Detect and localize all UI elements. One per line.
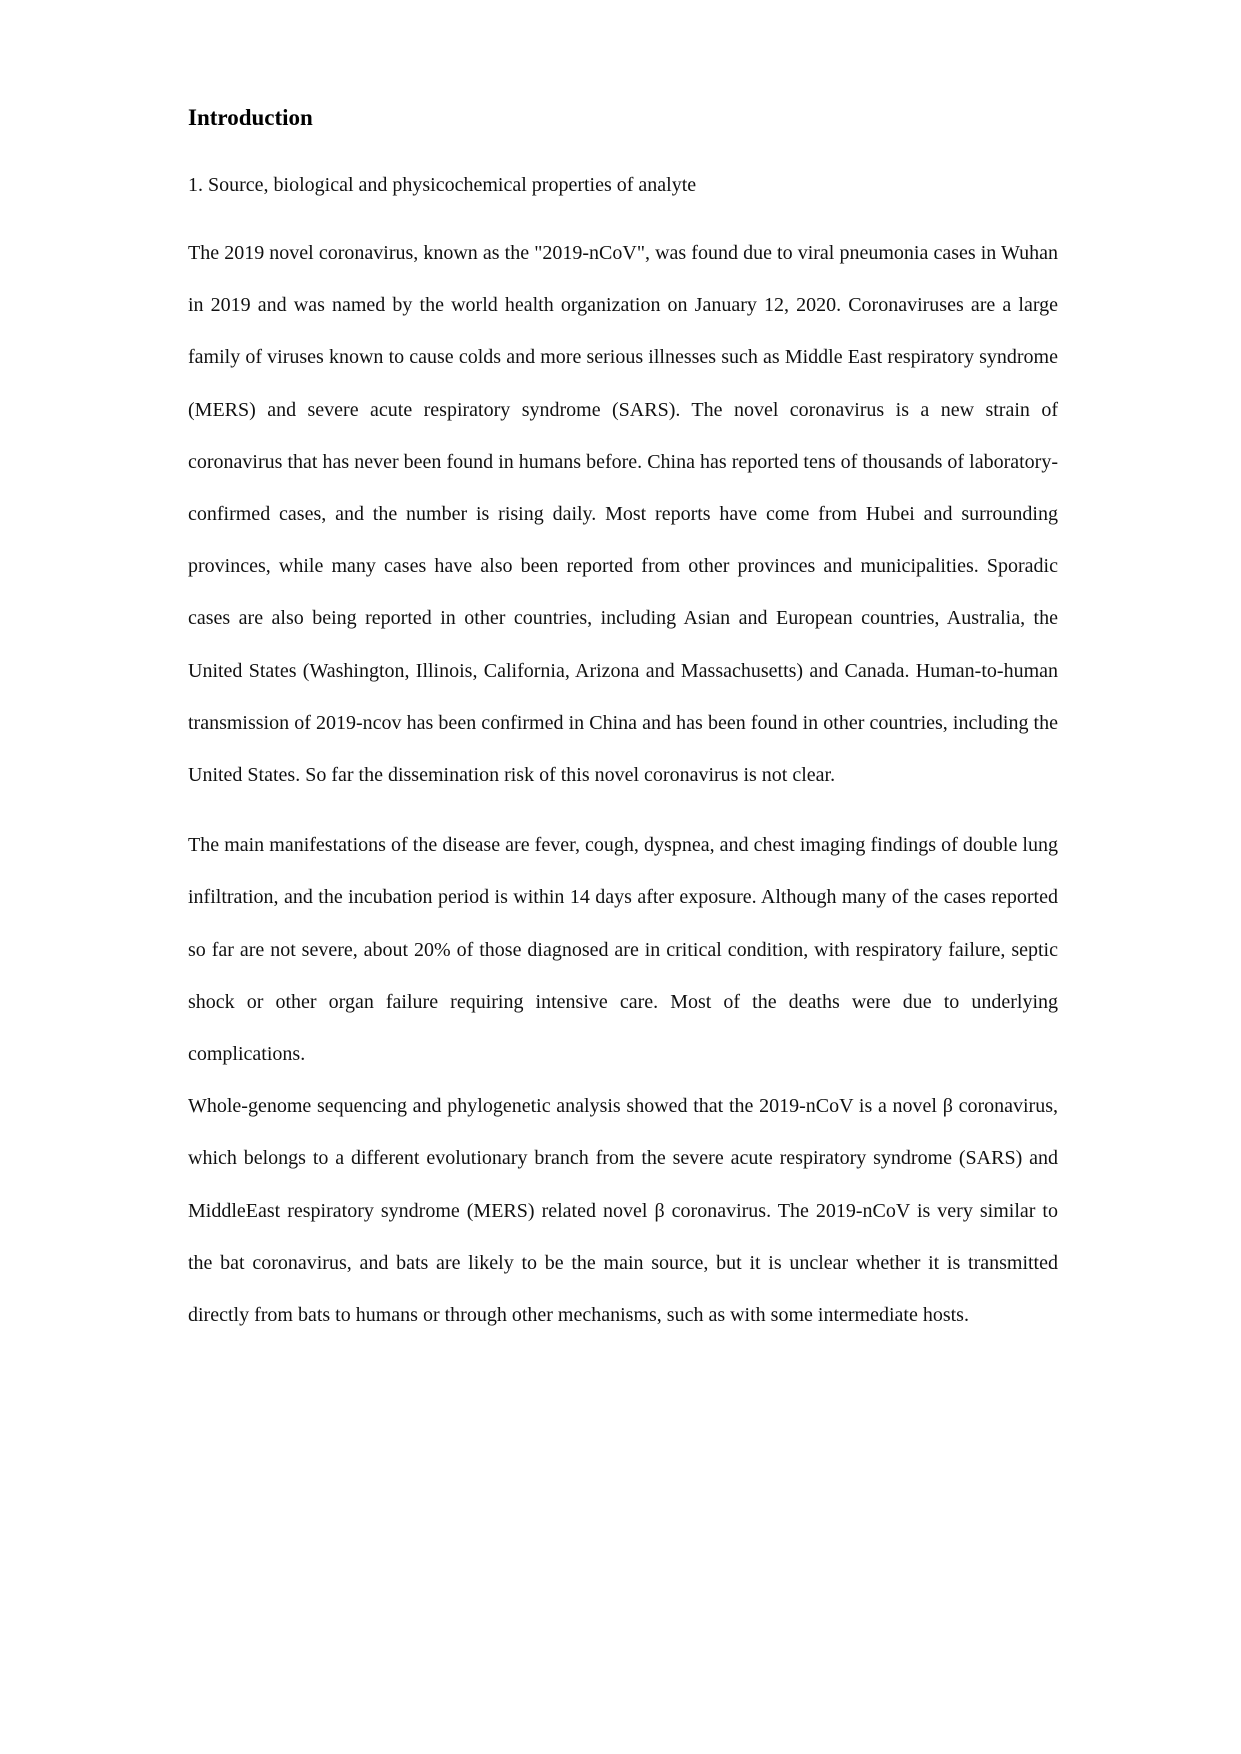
body-paragraph: The main manifestations of the disease are fever, cough, dyspnea, and chest imaging findings of double lung infiltration, and the incubation period is within 14 days after exposure. Although many of the cases reported so far are not severe, about 20% of those diagnosed are in critical condition, with respiratory failure, septic shock or other organ failure requiring intensive care. Most of the deaths were due to underlying complications.	[188, 834, 1058, 1066]
subsection-heading: 1. Source, biological and physicochemical properties of analyte	[188, 174, 697, 196]
body-paragraph: The 2019 novel coronavirus, known as the "2019-nCoV", was found due to viral pneumonia cases in Wuhan in 2019 and was named by the world health organization on January 12, 2020. Coronaviruses are a large family of viruses known to cause colds and more serious illnesses such as Middle East respiratory syndrome (MERS) and severe acute respiratory syndrome (SARS). The novel coronavirus is a new strain of coronavirus that has never been found in humans before. China has reported tens of thousands of laboratory-confirmed cases, and the number is rising daily. Most reports have come from Hubei and surrounding provinces, while many cases have also been reported from other provinces and municipalities. Sporadic cases are also being reported in other countries, including Asian and European countries, Australia, the United States (Washington, Illinois, California, Arizona and Massachusetts) and Canada. Human-to-human transmission of 2019-ncov has been confirmed in China and has been found in other countries, including the United States. So far the dissemination risk of this novel coronavirus is not clear.	[188, 242, 1058, 787]
body-paragraph: Whole-genome sequencing and phylogenetic analysis showed that the 2019-nCoV is a novel β coronavirus, which belongs to a different evolutionary branch from the severe acute respiratory syndrome (SARS) and MiddleEast respiratory syndrome (MERS) related novel β coronavirus. The 2019-nCoV is very similar to the bat coronavirus, and bats are likely to be the main source, but it is unclear whether it is transmitted directly from bats to humans or through other mechanisms, such as with some intermediate hosts.	[188, 1095, 1058, 1327]
section-heading: Introduction	[188, 105, 313, 130]
document-content	[188, 102, 1058, 1341]
